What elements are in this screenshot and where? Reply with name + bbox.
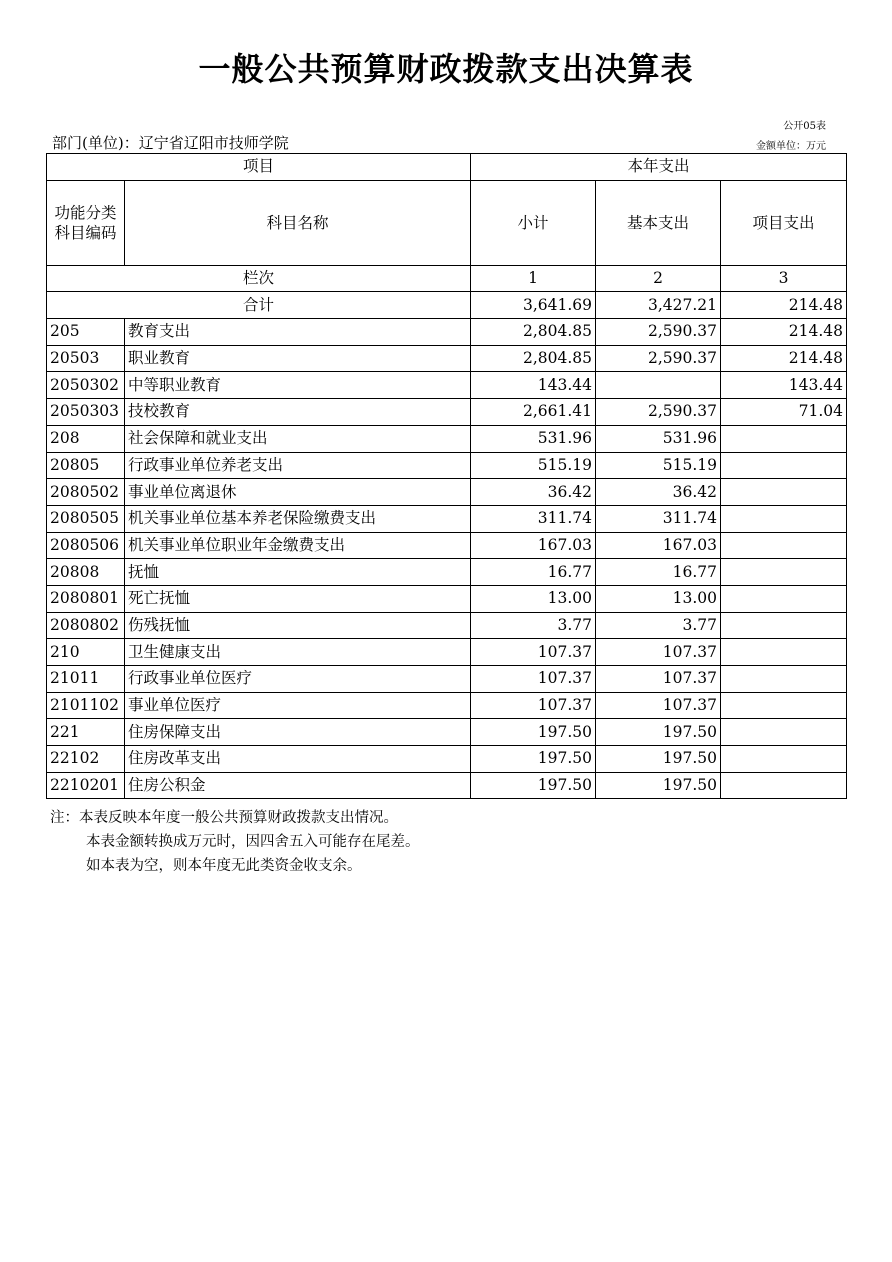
subject-name-cell: 技校教育 (125, 399, 471, 426)
subtotal-cell: 311.74 (471, 505, 596, 532)
total-row (47, 292, 847, 319)
subject-name-cell: 死亡抚恤 (125, 585, 471, 612)
subject-code-cell: 208 (47, 425, 125, 452)
subject-code-cell: 2080801 (47, 585, 125, 612)
subject-name-cell: 事业单位医疗 (125, 692, 471, 719)
project-expenditure-cell: 71.04 (721, 399, 847, 426)
basic-expenditure-cell: 197.50 (596, 719, 721, 746)
table-row (47, 319, 847, 346)
subject-code-cell: 2210201 (47, 772, 125, 799)
header-basic-expenditure: 基本支出 (596, 180, 721, 265)
subtotal-cell: 16.77 (471, 559, 596, 586)
project-expenditure-cell (721, 532, 847, 559)
table-row (47, 399, 847, 426)
subject-name-cell: 卫生健康支出 (125, 639, 471, 666)
table-row (47, 719, 847, 746)
subtotal-cell: 2,804.85 (471, 319, 596, 346)
subject-code-cell: 221 (47, 719, 125, 746)
project-expenditure-cell (721, 425, 847, 452)
subject-name-cell: 教育支出 (125, 319, 471, 346)
table-row (47, 532, 847, 559)
subject-code-cell: 2050303 (47, 399, 125, 426)
subject-name-cell: 中等职业教育 (125, 372, 471, 399)
basic-expenditure-cell: 107.37 (596, 692, 721, 719)
column-index-label: 栏次 (47, 265, 471, 292)
table-row (47, 372, 847, 399)
subtotal-cell: 2,804.85 (471, 345, 596, 372)
subject-name-cell: 住房保障支出 (125, 719, 471, 746)
subject-name-cell: 机关事业单位职业年金缴费支出 (125, 532, 471, 559)
basic-expenditure-cell: 2,590.37 (596, 399, 721, 426)
total-label: 合计 (47, 292, 471, 319)
subject-code-cell: 2050302 (47, 372, 125, 399)
table-row (47, 505, 847, 532)
subtotal-cell: 13.00 (471, 585, 596, 612)
project-expenditure-cell (721, 666, 847, 693)
project-expenditure-cell (721, 479, 847, 506)
table-row (47, 452, 847, 479)
subject-code-cell: 2101102 (47, 692, 125, 719)
basic-expenditure-cell (596, 372, 721, 399)
column-index-3: 3 (721, 265, 847, 292)
subject-code-cell: 22102 (47, 746, 125, 773)
total-basic: 3,427.21 (596, 292, 721, 319)
subject-name-cell: 伤残抚恤 (125, 612, 471, 639)
project-expenditure-cell (721, 612, 847, 639)
subject-name-cell: 住房公积金 (125, 772, 471, 799)
table-row (47, 666, 847, 693)
table-row (47, 612, 847, 639)
project-expenditure-cell (721, 505, 847, 532)
project-expenditure-cell (721, 772, 847, 799)
subject-name-cell: 抚恤 (125, 559, 471, 586)
basic-expenditure-cell: 197.50 (596, 746, 721, 773)
header-current-year-expenditure: 本年支出 (471, 154, 847, 181)
subject-name-cell: 职业教育 (125, 345, 471, 372)
note-line-3: 如本表为空，则本年度无此类资金收支余。 (86, 858, 362, 874)
project-expenditure-cell: 143.44 (721, 372, 847, 399)
form-number: 公开05表 (783, 121, 826, 132)
table-row (47, 772, 847, 799)
subtotal-cell: 197.50 (471, 746, 596, 773)
subject-name-cell: 事业单位离退休 (125, 479, 471, 506)
subtotal-cell: 107.37 (471, 666, 596, 693)
subject-code-cell: 2080802 (47, 612, 125, 639)
subtotal-cell: 3.77 (471, 612, 596, 639)
subject-name-cell: 行政事业单位养老支出 (125, 452, 471, 479)
subject-code-cell: 20805 (47, 452, 125, 479)
project-expenditure-cell (721, 585, 847, 612)
subject-name-cell: 机关事业单位基本养老保险缴费支出 (125, 505, 471, 532)
project-expenditure-cell (721, 692, 847, 719)
basic-expenditure-cell: 2,590.37 (596, 345, 721, 372)
table-row (47, 639, 847, 666)
basic-expenditure-cell: 197.50 (596, 772, 721, 799)
amount-unit-label: 金额单位：万元 (756, 141, 826, 152)
subject-name-cell: 社会保障和就业支出 (125, 425, 471, 452)
subtotal-cell: 167.03 (471, 532, 596, 559)
basic-expenditure-cell: 2,590.37 (596, 319, 721, 346)
basic-expenditure-cell: 311.74 (596, 505, 721, 532)
project-expenditure-cell: 214.48 (721, 345, 847, 372)
subtotal-cell: 197.50 (471, 772, 596, 799)
subtotal-cell: 143.44 (471, 372, 596, 399)
basic-expenditure-cell: 16.77 (596, 559, 721, 586)
table-row (47, 746, 847, 773)
subject-code-cell: 2080505 (47, 505, 125, 532)
notes (50, 806, 420, 878)
column-index-row (47, 265, 847, 292)
subtotal-cell: 197.50 (471, 719, 596, 746)
header-subject-name: 科目名称 (125, 180, 471, 265)
subject-name-cell: 住房改革支出 (125, 746, 471, 773)
column-index-2: 2 (596, 265, 721, 292)
table-row (47, 479, 847, 506)
total-subtotal: 3,641.69 (471, 292, 596, 319)
basic-expenditure-cell: 3.77 (596, 612, 721, 639)
subtotal-cell: 531.96 (471, 425, 596, 452)
subtotal-cell: 107.37 (471, 639, 596, 666)
header-project: 项目 (47, 154, 471, 181)
subtotal-cell: 36.42 (471, 479, 596, 506)
project-expenditure-cell (721, 639, 847, 666)
subtotal-cell: 2,661.41 (471, 399, 596, 426)
basic-expenditure-cell: 36.42 (596, 479, 721, 506)
note-line-2: 本表金额转换成万元时，因四舍五入可能存在尾差。 (86, 834, 420, 850)
header-function-code: 功能分类科目编码 (47, 180, 125, 265)
project-expenditure-cell: 214.48 (721, 319, 847, 346)
note-line-1: 注：本表反映本年度一般公共预算财政拨款支出情况。 (50, 810, 398, 826)
project-expenditure-cell (721, 719, 847, 746)
table-row (47, 692, 847, 719)
basic-expenditure-cell: 107.37 (596, 639, 721, 666)
project-expenditure-cell (721, 746, 847, 773)
table-row (47, 345, 847, 372)
subject-name-cell: 行政事业单位医疗 (125, 666, 471, 693)
basic-expenditure-cell: 531.96 (596, 425, 721, 452)
subtotal-cell: 515.19 (471, 452, 596, 479)
basic-expenditure-cell: 13.00 (596, 585, 721, 612)
total-project: 214.48 (721, 292, 847, 319)
header-row-1 (47, 154, 847, 181)
subject-code-cell: 2080506 (47, 532, 125, 559)
subject-code-cell: 205 (47, 319, 125, 346)
subject-code-cell: 210 (47, 639, 125, 666)
table-row (47, 559, 847, 586)
basic-expenditure-cell: 107.37 (596, 666, 721, 693)
subtotal-cell: 107.37 (471, 692, 596, 719)
table-row (47, 425, 847, 452)
project-expenditure-cell (721, 452, 847, 479)
table-row (47, 585, 847, 612)
subject-code-cell: 2080502 (47, 479, 125, 506)
expenditure-table (46, 153, 847, 799)
project-expenditure-cell (721, 559, 847, 586)
header-project-expenditure: 项目支出 (721, 180, 847, 265)
header-subtotal: 小计 (471, 180, 596, 265)
header-row-2 (47, 180, 847, 265)
subject-code-cell: 21011 (47, 666, 125, 693)
basic-expenditure-cell: 515.19 (596, 452, 721, 479)
subject-code-cell: 20808 (47, 559, 125, 586)
department-label: 部门(单位)：辽宁省辽阳市技师学院 (52, 134, 289, 152)
basic-expenditure-cell: 167.03 (596, 532, 721, 559)
subject-code-cell: 20503 (47, 345, 125, 372)
column-index-1: 1 (471, 265, 596, 292)
page-title: 一般公共预算财政拨款支出决算表 (198, 50, 694, 88)
